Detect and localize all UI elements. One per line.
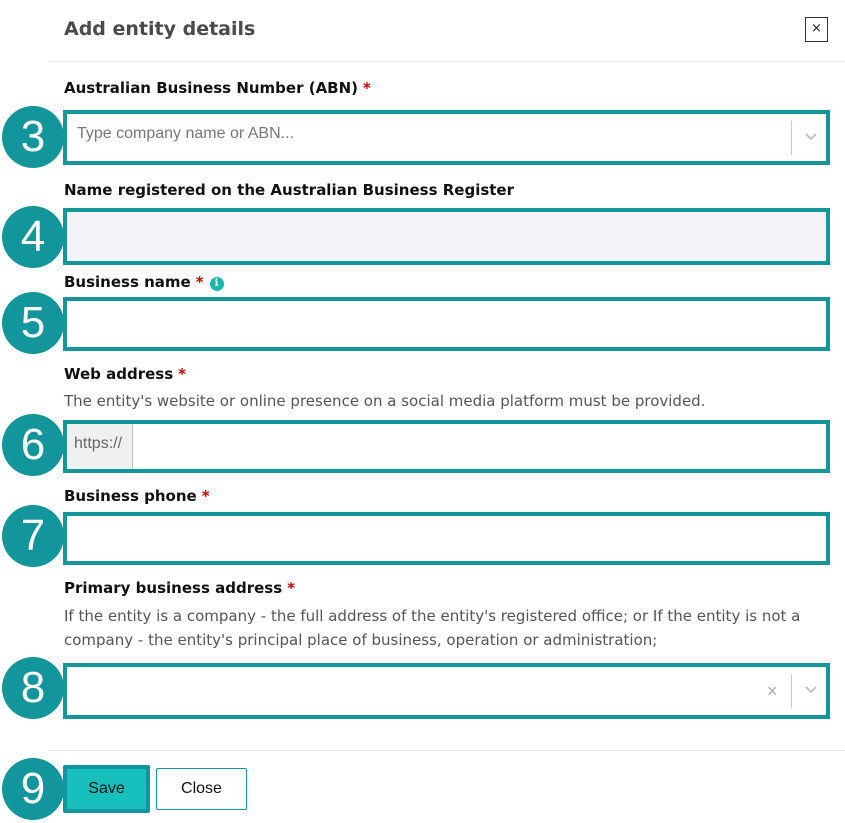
abn-placeholder: Type company name or ABN... bbox=[77, 125, 294, 142]
required-marker: * bbox=[363, 79, 371, 97]
required-marker: * bbox=[201, 487, 210, 505]
step-badge-9: 9 bbox=[2, 758, 64, 820]
required-marker: * bbox=[195, 273, 204, 291]
chevron-down-icon[interactable] bbox=[804, 682, 818, 696]
abn-label: Australian Business Number (ABN) * bbox=[64, 79, 371, 97]
business-phone-input[interactable] bbox=[63, 512, 830, 565]
primary-address-hint: If the entity is a company - the full address of the entity's registered office; or If the entity is not a company - the entity's principal place of business, operation or administration; bbox=[64, 607, 801, 649]
abn-select[interactable] bbox=[63, 110, 830, 165]
required-marker: * bbox=[178, 365, 187, 383]
registered-name-field bbox=[63, 208, 830, 265]
web-address-hint: The entity's website or online presence on a social media platform must be provided. bbox=[64, 392, 706, 410]
clear-icon[interactable]: × bbox=[767, 681, 778, 701]
primary-address-select[interactable] bbox=[63, 663, 830, 719]
chevron-down-icon[interactable] bbox=[804, 129, 818, 143]
registered-name-label: Name registered on the Australian Business Register bbox=[64, 181, 514, 199]
web-address-input[interactable] bbox=[63, 420, 830, 473]
business-phone-label: Business phone * bbox=[64, 487, 210, 505]
step-badge-3: 3 bbox=[2, 106, 64, 168]
web-address-label: Web address * bbox=[64, 365, 187, 383]
primary-address-label: Primary business address * bbox=[64, 579, 295, 597]
url-prefix-addon: https:// bbox=[67, 424, 133, 469]
dialog-close-button[interactable] bbox=[805, 17, 828, 42]
step-badge-4: 4 bbox=[2, 206, 64, 268]
step-badge-6: 6 bbox=[2, 414, 64, 476]
required-marker: * bbox=[287, 579, 295, 597]
info-icon[interactable]: i bbox=[210, 277, 224, 291]
select-separator bbox=[791, 121, 792, 155]
step-badge-5: 5 bbox=[2, 292, 64, 354]
select-separator bbox=[791, 674, 792, 708]
step-badge-8: 8 bbox=[2, 657, 64, 719]
close-icon: × bbox=[811, 21, 822, 36]
business-name-input[interactable] bbox=[63, 297, 830, 351]
close-button[interactable]: Close bbox=[156, 768, 247, 810]
business-name-label: Business name * i bbox=[64, 273, 224, 291]
footer-divider bbox=[48, 750, 845, 751]
header-divider bbox=[48, 61, 845, 62]
step-badge-7: 7 bbox=[2, 505, 64, 567]
save-button[interactable]: Save bbox=[63, 765, 150, 813]
dialog-title: Add entity details bbox=[64, 18, 256, 40]
